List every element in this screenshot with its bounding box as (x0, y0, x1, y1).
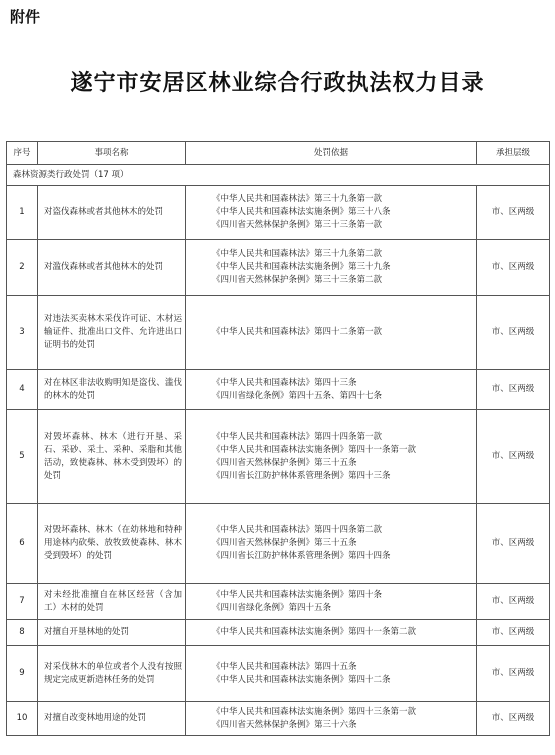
responsible-level: 市、区两级 (477, 504, 550, 584)
penalty-basis (186, 646, 477, 702)
basis-line: 《四川省天然林保护条例》第三十三条第二款 (212, 275, 383, 285)
table-row (7, 702, 550, 736)
row-number: 5 (7, 410, 38, 504)
category-row (7, 165, 550, 186)
item-name: 对在林区非法收购明知是盗伐、滥伐的林木的处罚 (38, 370, 186, 410)
row-number: 9 (7, 646, 38, 702)
basis-line: 《四川省天然林保护条例》第三十五条 (212, 538, 357, 548)
responsible-level: 市、区两级 (477, 410, 550, 504)
table-header-row (7, 142, 550, 165)
responsible-level: 市、区两级 (477, 186, 550, 240)
item-name: 对毁坏森林、林木（在幼林地和特种用途林内砍柴、放牧致使森林、林木受到毁坏）的处罚 (38, 504, 186, 584)
basis-line: 《四川省绿化条例》第四十五条 (212, 602, 332, 613)
item-name: 对擅自改变林地用途的处罚 (38, 702, 186, 736)
table-row (7, 410, 550, 504)
basis-line: 《四川省绿化条例》第四十五条、第四十七条 (212, 390, 383, 401)
responsible-level: 市、区两级 (477, 584, 550, 620)
row-number: 8 (7, 620, 38, 646)
header-level: 承担层级 (477, 142, 550, 165)
row-number: 10 (7, 702, 38, 736)
responsible-level: 市、区两级 (477, 370, 550, 410)
basis-line: 《中华人民共和国森林法》第四十四条第二款 (212, 525, 383, 535)
basis-line: 《四川省天然林保护条例》第三十六条 (212, 719, 357, 730)
basis-line: 《中华人民共和国森林法》第四十二条第一款 (212, 327, 383, 337)
table-row (7, 370, 550, 410)
basis-line: 《中华人民共和国森林法实施条例》第四十一条第一款 (212, 444, 417, 455)
basis-line: 《中华人民共和国森林法》第三十九条第二款 (212, 249, 383, 259)
table-row (7, 646, 550, 702)
basis-line: 《中华人民共和国森林法》第四十四条第一款 (212, 431, 383, 442)
basis-line: 《四川省天然林保护条例》第三十五条 (212, 457, 357, 468)
table-row (7, 186, 550, 240)
responsible-level: 市、区两级 (477, 296, 550, 370)
table-row (7, 620, 550, 646)
power-catalog-table (6, 141, 550, 736)
table-row (7, 584, 550, 620)
basis-line: 《中华人民共和国森林法》第三十九条第一款 (212, 194, 383, 204)
penalty-basis (186, 504, 477, 584)
basis-line: 《中华人民共和国森林法实施条例》第三十八条 (212, 207, 391, 217)
basis-line: 《中华人民共和国森林法实施条例》第四十二条 (212, 674, 391, 685)
basis-line: 《中华人民共和国森林法》第四十三条 (212, 377, 357, 388)
table-row (7, 240, 550, 296)
category-label: 森林资源类行政处罚（17 项） (7, 165, 550, 186)
basis-line: 《中华人民共和国森林法实施条例》第四十三条第一款 (212, 706, 417, 717)
item-name: 对采伐林木的单位或者个人没有按照规定完成更新造林任务的处罚 (38, 646, 186, 702)
header-item-name: 事项名称 (38, 142, 186, 165)
row-number: 4 (7, 370, 38, 410)
header-no: 序号 (7, 142, 38, 165)
responsible-level: 市、区两级 (477, 646, 550, 702)
penalty-basis (186, 186, 477, 240)
penalty-basis (186, 296, 477, 370)
item-name: 对盗伐森林或者其他林木的处罚 (38, 186, 186, 240)
basis-line: 《中华人民共和国森林法》第四十五条 (212, 661, 357, 672)
penalty-basis (186, 702, 477, 736)
penalty-basis (186, 584, 477, 620)
page-title: 遂宁市安居区林业综合行政执法权力目录 (70, 70, 485, 96)
item-name: 对滥伐森林或者其他林木的处罚 (38, 240, 186, 296)
item-name: 对毁坏森林、林木（进行开垦、采石、采砂、采土、采种、采脂和其他活动，致使森林、林木受到毁坏）的处罚 (38, 410, 186, 504)
penalty-basis (186, 620, 477, 646)
basis-line: 《中华人民共和国森林法实施条例》第四十条 (212, 589, 383, 600)
penalty-basis (186, 240, 477, 296)
penalty-basis (186, 410, 477, 504)
penalty-basis (186, 370, 477, 410)
responsible-level: 市、区两级 (477, 702, 550, 736)
annex-label: 附件 (10, 8, 41, 26)
header-basis: 处罚依据 (186, 142, 477, 165)
row-number: 3 (7, 296, 38, 370)
item-name: 对违法买卖林木采伐许可证、木材运输证件、批准出口文件、允许进出口证明书的处罚 (38, 296, 186, 370)
table-row (7, 504, 550, 584)
basis-line: 《四川省天然林保护条例》第三十三条第一款 (212, 220, 383, 230)
row-number: 2 (7, 240, 38, 296)
item-name: 对擅自开垦林地的处罚 (38, 620, 186, 646)
item-name: 对未经批准擅自在林区经营（含加工）木材的处罚 (38, 584, 186, 620)
table-row (7, 296, 550, 370)
responsible-level: 市、区两级 (477, 240, 550, 296)
basis-line: 《四川省长江防护林体系管理条例》第四十三条 (212, 470, 391, 481)
basis-line: 《四川省长江防护林体系管理条例》第四十四条 (212, 551, 391, 561)
row-number: 7 (7, 584, 38, 620)
row-number: 1 (7, 186, 38, 240)
row-number: 6 (7, 504, 38, 584)
responsible-level: 市、区两级 (477, 620, 550, 646)
basis-line: 《中华人民共和国森林法实施条例》第三十九条 (212, 262, 391, 272)
basis-line: 《中华人民共和国森林法实施条例》第四十一条第二款 (212, 627, 417, 637)
